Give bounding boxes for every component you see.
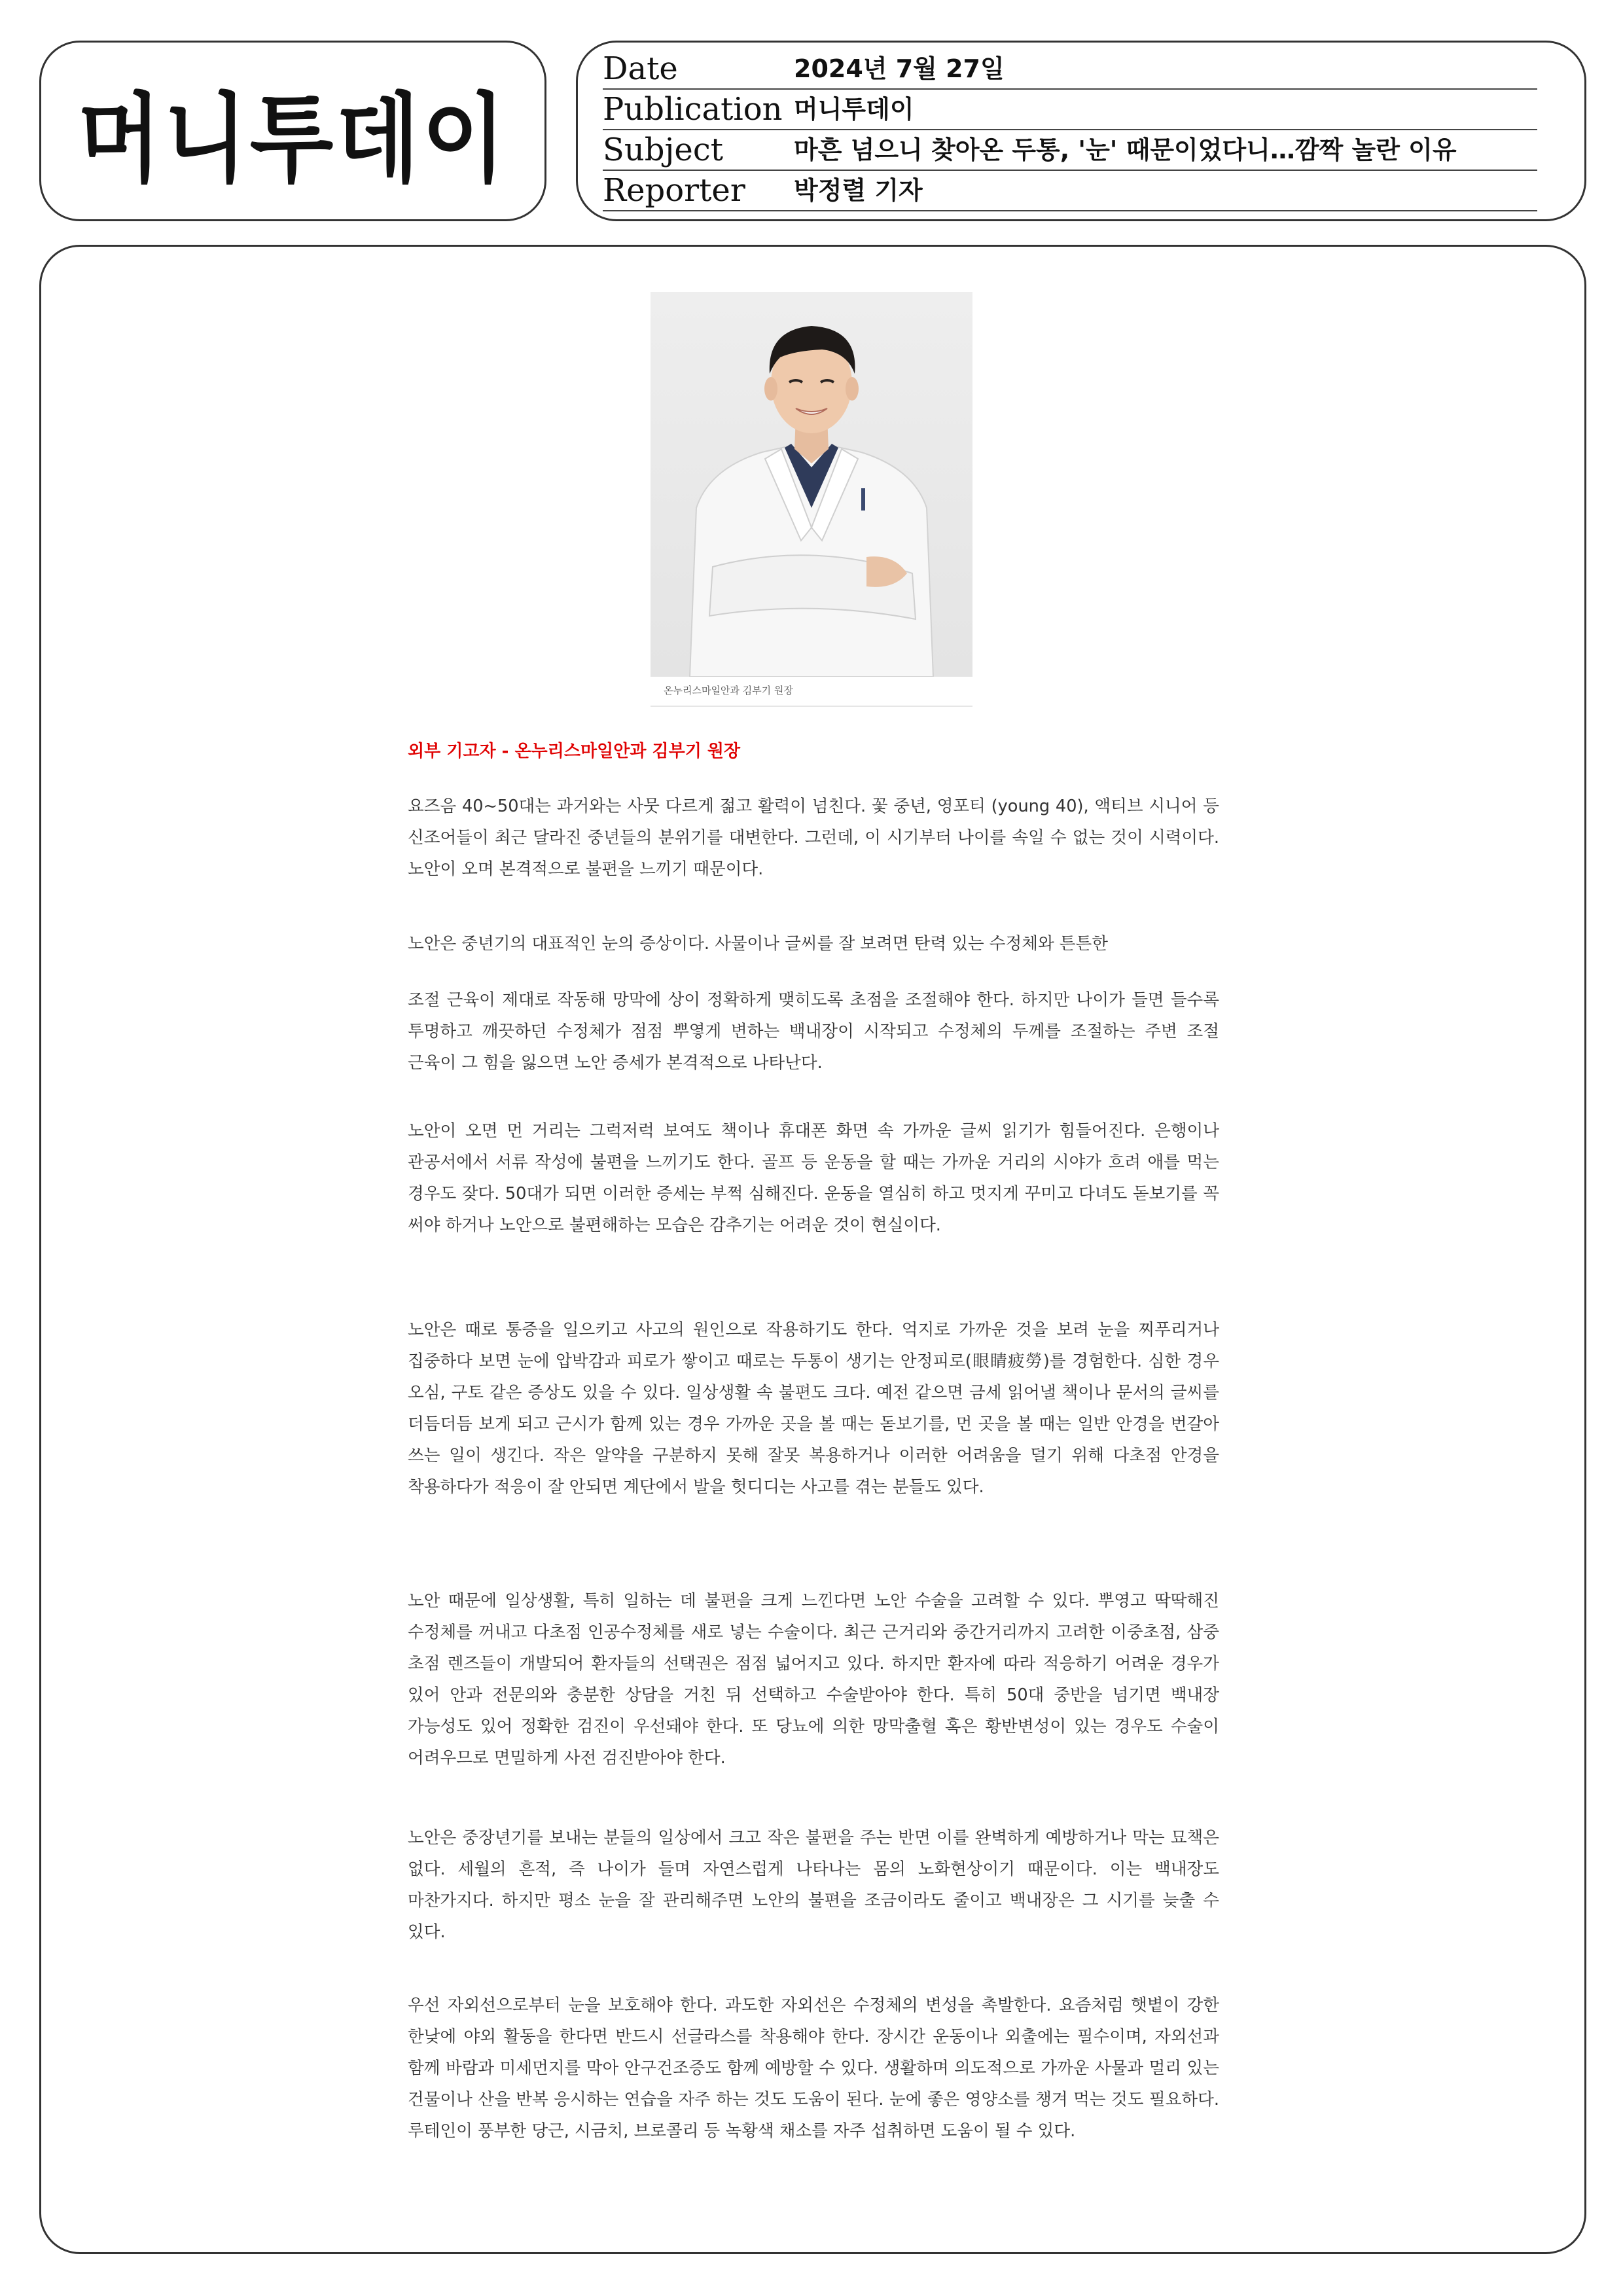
article-byline: 외부 기고자 - 온누리스마일안과 김부기 원장 bbox=[408, 742, 741, 761]
meta-key-publication: Publication bbox=[603, 91, 783, 128]
article-paragraph: 노안이 오면 먼 거리는 그럭저럭 보여도 책이나 휴대폰 화면 속 가까운 글씨 읽기가 힘들어진다. 은행이나 관공서에서 서류 작성에 불편을 느끼기도 한다. 골프 등 운동을 할 때는 가까운 거리의 시야가 흐려 애를 먹는 경우도 잦다. 50대가 되면 이러한 증세는 부쩍 심해진다. 운동을 열심히 하고 멋지게 꾸미고 다녀도 돋보기를 꼭 써야 하거나 노안으로 불편해하는 모습은 감추기는 어려운 것이 현실이다. bbox=[408, 1121, 1220, 1235]
meta-row-date bbox=[603, 48, 1537, 90]
doctor-portrait-illustration bbox=[651, 292, 972, 677]
article-photo-figure bbox=[651, 292, 972, 707]
article-paragraph: 노안은 때로 통증을 일으키고 사고의 원인으로 작용하기도 한다. 억지로 가까운 것을 보려 눈을 찌푸리거나 집중하다 보면 눈에 압박감과 피로가 쌓이고 때로는 두통이 생기는 안정피로(眼睛疲勞)를 경험한다. 심한 경우 오심, 구토 같은 증상도 있을 수 있다. 일상생활 속 불편도 크다. 예전 같으면 금세 읽어낼 책이나 문서의 글씨를 더듬더듬 보게 되고 근시가 함께 있는 경우 가까운 곳을 볼 때는 돋보기를, 먼 곳을 볼 때는 일반 안경을 번갈아 쓰는 일이 생긴다. 작은 알약을 구분하지 못해 잘못 복용하거나 이러한 어려움을 덜기 위해 다초점 안경을 착용하다가 적응이 잘 안되면 계단에서 발을 헛디디는 사고를 겪는 분들도 있다. bbox=[408, 1320, 1219, 1497]
article-paragraph: 조절 근육이 제대로 작동해 망막에 상이 정확하게 맺히도록 초점을 조절해야 한다. 하지만 나이가 들면 들수록 투명하고 깨끗하던 수정체가 점점 뿌옇게 변하는 백내장이 시작되고 수정체의 두께를 조절하는 주변 조절 근육이 그 힘을 잃으면 노안 증세가 본격적으로 나타난다. bbox=[408, 990, 1219, 1073]
meta-value-subject: 마흔 넘으니 찾아온 두통, '눈' 때문이었다니…깜짝 놀란 이유 bbox=[794, 135, 1457, 164]
meta-key-reporter: Reporter bbox=[603, 172, 745, 209]
meta-key-date: Date bbox=[603, 50, 678, 87]
photo-caption: 온누리스마일안과 김부기 원장 bbox=[664, 685, 793, 696]
article-paragraph: 요즈음 40~50대는 과거와는 사뭇 다르게 젊고 활력이 넘친다. 꽃 중년, 영포티 (young 40), 액티브 시니어 등 신조어들이 최근 달라진 중년들의 분위기를 대변한다. 그런데, 이 시기부터 나이를 속일 수 없는 것이 시력이다. 노안이 오며 본격적으로 불편을 느끼기 때문이다. bbox=[408, 797, 1219, 879]
article-paragraph: 우선 자외선으로부터 눈을 보호해야 한다. 과도한 자외선은 수정체의 변성을 촉발한다. 요즘처럼 햇볕이 강한 한낮에 야외 활동을 한다면 반드시 선글라스를 착용해야 한다. 장시간 운동이나 외출에는 필수이며, 자외선과 함께 바람과 미세먼지를 막아 안구건조증도 함께 예방할 수 있다. 생활하며 의도적으로 가까운 사물과 멀리 있는 건물이나 산을 반복 응시하는 연습을 자주 하는 것도 도움이 된다. 눈에 좋은 영양소를 챙겨 먹는 것도 필요하다. 루테인이 풍부한 당근, 시금치, 브로콜리 등 녹황색 채소를 자주 섭취하면 도움이 될 수 있다. bbox=[408, 1996, 1219, 2141]
meta-value-date: 2024년 7월 27일 bbox=[794, 54, 1005, 83]
meta-row-subject bbox=[603, 129, 1537, 171]
meta-row-publication bbox=[603, 88, 1537, 130]
masthead-logo-box bbox=[39, 41, 546, 221]
meta-value-reporter: 박정렬 기자 bbox=[794, 176, 923, 205]
doctor-portrait-photo bbox=[651, 292, 972, 677]
article-paragraph: 노안 때문에 일상생활, 특히 일하는 데 불편을 크게 느낀다면 노안 수술을 고려할 수 있다. 뿌영고 딱딱해진 수정체를 꺼내고 다초점 인공수정체를 새로 넣는 수술이다. 최근 근거리와 중간거리까지 고려한 이중초점, 삼중 초점 렌즈들이 개발되어 환자들의 선택권은 점점 넓어지고 있다. 하지만 환자에 따라 적응하기 어려운 경우가 있어 안과 전문의와 충분한 상담을 거친 뒤 선택하고 수술받아야 한다. 특히 50대 중반을 넘기면 백내장 가능성도 있어 정확한 검진이 우선돼야 한다. 또 당뇨에 의한 망막출혈 혹은 황반변성이 있는 경우도 수술이 어려우므로 면밀하게 사전 검진받아야 한다. bbox=[408, 1591, 1219, 1768]
article-meta-box bbox=[576, 41, 1586, 221]
article-paragraph: 노안은 중년기의 대표적인 눈의 증상이다. 사물이나 글씨를 잘 보려면 탄력 있는 수정체와 튼튼한 bbox=[408, 934, 1108, 954]
meta-row-reporter bbox=[603, 170, 1537, 211]
meta-key-subject: Subject bbox=[603, 132, 723, 168]
meta-value-publication: 머니투데이 bbox=[794, 95, 914, 124]
article-paragraph: 노안은 중장년기를 보내는 분들의 일상에서 크고 작은 불편을 주는 반면 이를 완벽하게 예방하거나 막는 묘책은 없다. 세월의 흔적, 즉 나이가 들며 자연스럽게 나타나는 몸의 노화현상이기 때문이다. 이는 백내장도 마찬가지다. 하지만 평소 눈을 잘 관리해주면 노안의 불편을 조금이라도 줄이고 백내장은 그 시기를 늦출 수 있다. bbox=[408, 1828, 1219, 1942]
masthead-logo: 머니투데이 bbox=[77, 83, 508, 196]
